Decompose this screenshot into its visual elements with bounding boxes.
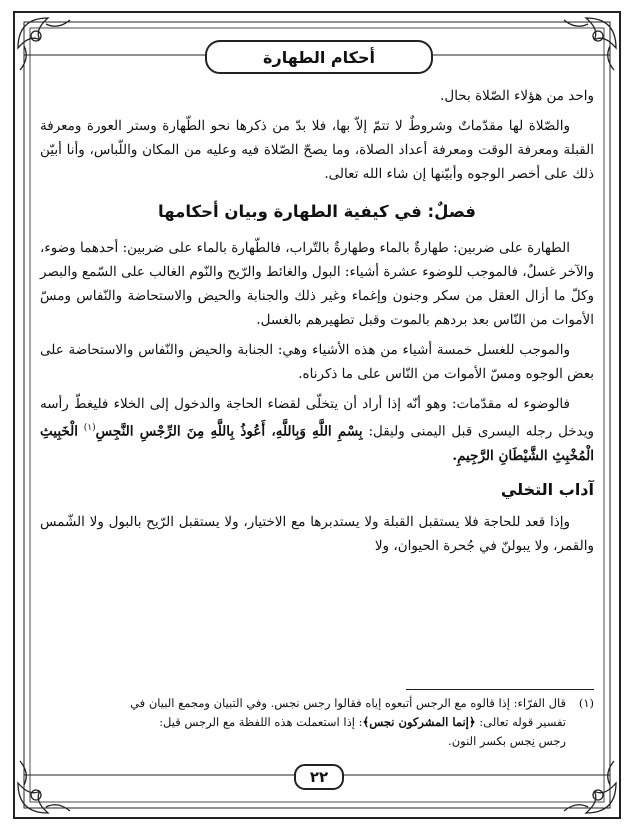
paragraph-2: والصّلاة لها مقدّماتٌ وشروطٌ لا تتمّ إلاّ بها، فلا بدّ من ذكرها نحو الطّهارة وستر العورة ومعرفة القبلة ومعرفة الوقت ومعرفة أعداد الصلاة، وما يصحّ الصّلاة فيه وعليه من المكان واللّباس، وأنا أبيّن ذلك على أخصر الوجوه وأبيّنها إن شاء الله تعالى. [40, 118, 594, 182]
page-number-box [294, 764, 344, 790]
paragraph-1: واحد من هؤلاء الصّلاة بحال. [440, 88, 594, 104]
footnote-reference: (١) [83, 423, 96, 433]
corner-ornament-top-left-icon [18, 18, 70, 70]
footnote-line-1 [40, 694, 594, 713]
corner-ornament-bottom-left-icon [18, 761, 70, 813]
footnote-line-2-text-a: تفسير قوله تعالى: [479, 715, 566, 729]
footnote-divider [406, 689, 594, 690]
paragraph-5 [40, 392, 594, 468]
main-text [40, 84, 594, 564]
footnote-line-3: رجس نِجس بكسر النون. [448, 734, 566, 748]
footnote-line-1-text: قال الفرّاء: إذا قالوه مع الرجس أتبعوه إياه فقالوا رجس نجس. وفي التبيان ومجمع البيان في [130, 696, 566, 710]
header-title-text: أحكام الطهارة [263, 47, 375, 67]
paragraph-5-text: فالوضوء له مقدّمات: وهو أنّه إذا أراد أن يتخلّى لقضاء الحاجة والدخول إلى الخلاء فليغطّ رأسه ويدخل رجله اليسرى قبل اليمنى وليقل: [40, 396, 595, 440]
footnote-line-2 [40, 713, 594, 732]
section-heading-purity: فصلٌ: في كيفية الطهارة وبيان أحكامها [158, 202, 476, 221]
footnotes [40, 689, 594, 751]
page-number: ٢٢ [309, 768, 329, 786]
paragraph-4: والموجب للغسل خمسة أشياء من هذه الأشياء وهي: الجنابة والحيض والنّفاس والاستحاضة على بعض الوجوه ومسّ الأموات من النّاس على ما ذكرناه. [40, 342, 594, 382]
supplication-part-1: بِسْمِ اللَّهِ وَبِاللَّهِ، أَعُوذُ بِاللَّهِ مِنَ الرِّجْسِ النَّجِسِ [95, 423, 363, 440]
subheading-toilet-etiquette: آداب التخلي [500, 479, 594, 499]
paragraph-6: وإذا قعد للحاجة فلا يستقبل القبلة ولا يستدبرها مع الاختيار، ولا يستقبل الرّيح بالبول ولا الشّمس والقمر، ولا يبولنّ في جُحرة الحيوان، ولا [40, 513, 594, 554]
supplication-part-2: الْخَبِيثِ الْمُخْبِثِ الشَّيْطَانِ الرَّجِيمِ. [40, 423, 594, 464]
corner-ornament-bottom-right-icon [564, 761, 616, 813]
corner-ornament-top-right-icon [564, 18, 616, 70]
footnote-number: (١) [578, 696, 594, 710]
footnote-line-2-text-c: : إذا استعملت هذه اللفظة مع الرجس قيل: [159, 715, 363, 729]
running-header-title [205, 40, 433, 74]
footnote-quran-quote: ﴿إنما المشركون نجس﴾ [362, 715, 476, 729]
paragraph-3: الطهارة على ضربين: طهارةٌ بالماء وطهارةٌ بالتّراب، فالطّهارة بالماء على ضربين: أحدهما وضوء، والآخر غسلٌ، فالموجب للوضوء عشرة أشياء: البول والغائط والرّيح والنّوم الغالب على السّمع والبصر وكلّ ما أزال العقل من سكر وجنون وإغماء وغير ذلك والجنابة والحيض والاستحاضة والنّفاس ومسّ الأموات من النّاس بعد بردهم بالموت وقبل تطهيرهم بالغسل. [40, 240, 594, 328]
